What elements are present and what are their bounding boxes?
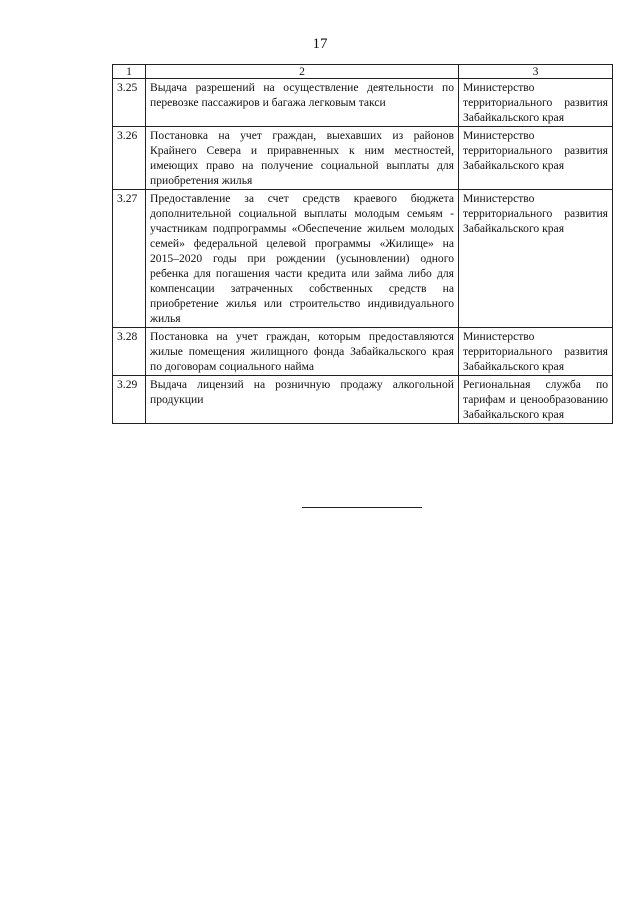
table-row (113, 79, 613, 127)
row-description: Выдача разрешений на осуществление деятельности по перевозке пассажиров и багажа легковым такси (146, 79, 459, 127)
column-header-description: 2 (146, 65, 459, 79)
row-number: 3.29 (113, 376, 146, 424)
table-row (113, 328, 613, 376)
table-header-row (113, 65, 613, 79)
row-agency: Региональная служба по тарифам и ценообразованию Забайкальского края (459, 376, 613, 424)
page-number: 17 (312, 36, 328, 52)
row-description: Выдача лицензий на розничную продажу алкогольной продукции (146, 376, 459, 424)
row-number: 3.26 (113, 127, 146, 190)
row-agency: Министерство территориального развития Забайкальского края (459, 190, 613, 328)
row-description: Постановка на учет граждан, выехавших из районов Крайнего Севера и приравненных к ним местностей, имеющих право на получение социальной выплаты для приобретения жилья (146, 127, 459, 190)
column-header-agency: 3 (459, 65, 613, 79)
row-number: 3.28 (113, 328, 146, 376)
end-separator-line (302, 507, 422, 508)
column-header-number: 1 (113, 65, 146, 79)
table-row (113, 376, 613, 424)
row-number: 3.25 (113, 79, 146, 127)
row-agency: Министерство территориального развития Забайкальского края (459, 328, 613, 376)
table-row (113, 127, 613, 190)
row-description: Предоставление за счет средств краевого бюджета дополнительной социальной выплаты молодым семьям - участникам подпрограммы «Обеспечение жильем молодых семей» федеральной целевой программы «Жилище» на 2015–2020 годы при рождении (усыновлении) одного ребенка для погашения части кредита или займа либо для компенсации затраченных собственных средств на приобретение жилья или строительство индивидуального жилья (146, 190, 459, 328)
row-agency: Министерство территориального развития Забайкальского края (459, 79, 613, 127)
table-row (113, 190, 613, 328)
row-number: 3.27 (113, 190, 146, 328)
row-description: Постановка на учет граждан, которым предоставляются жилые помещения жилищного фонда Забайкальского края по договорам социального найма (146, 328, 459, 376)
row-agency: Министерство территориального развития Забайкальского края (459, 127, 613, 190)
services-table (112, 64, 613, 424)
